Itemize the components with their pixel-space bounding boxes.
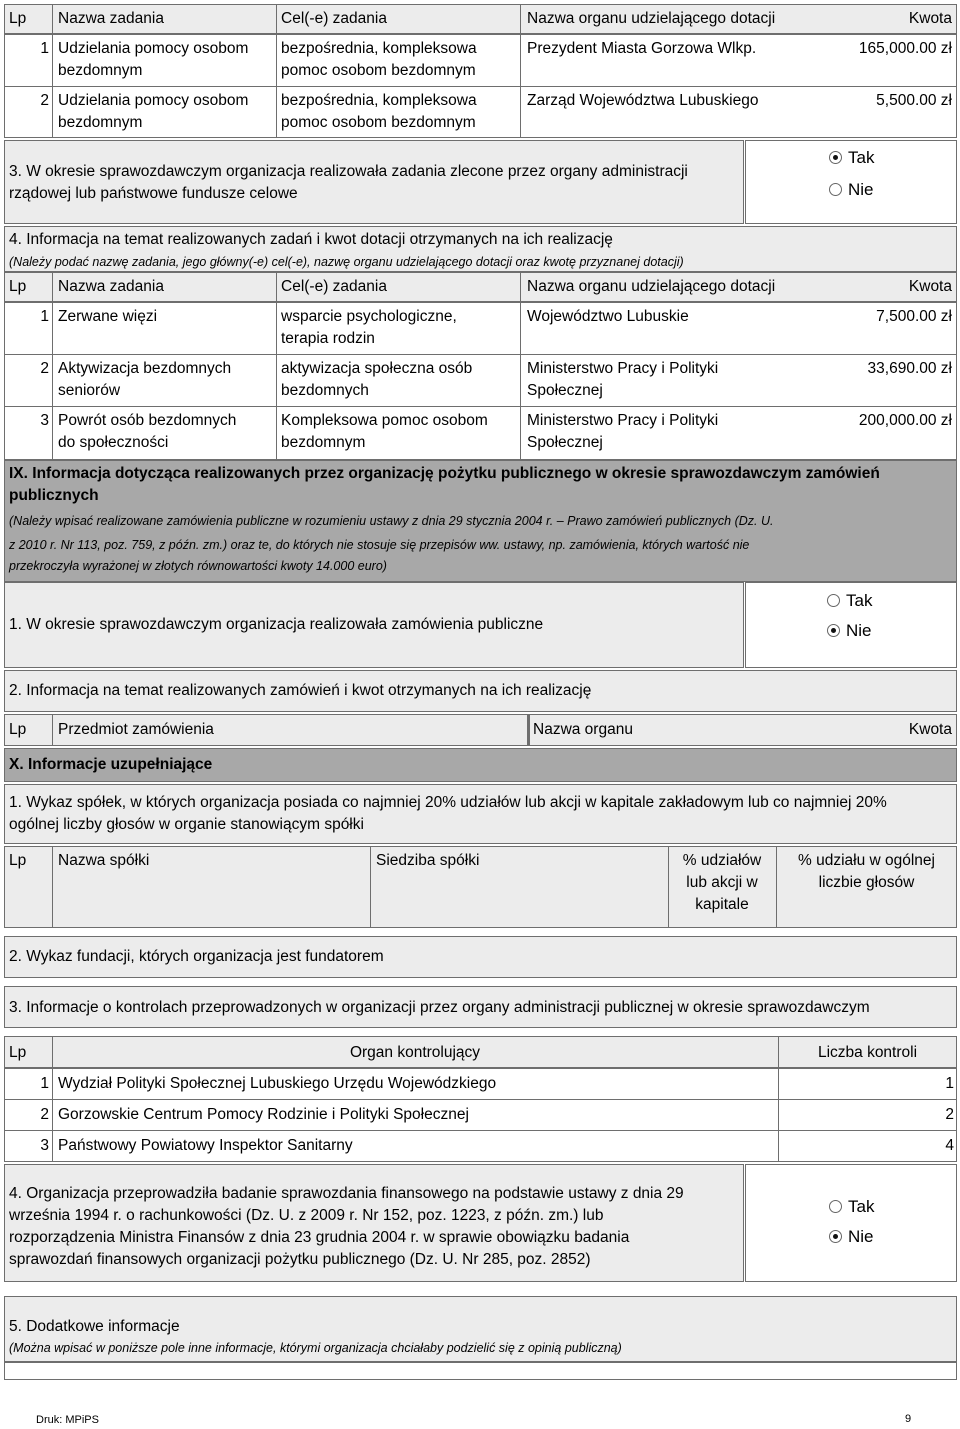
x-controls-header-organ: Organ kontrolujący bbox=[349, 1044, 481, 1061]
x-companies-header-lp: Lp bbox=[9, 852, 27, 869]
ix-header-amount: Kwota bbox=[908, 721, 952, 738]
radio-checked-icon bbox=[827, 624, 840, 637]
row-lp: 2 bbox=[40, 360, 49, 377]
x-q4-radio-yes[interactable]: Tak bbox=[829, 1196, 874, 1218]
ix-q1-radio-no[interactable]: Nie bbox=[827, 620, 872, 642]
x-controls-header-count: Liczba kontroli bbox=[817, 1044, 918, 1061]
section-ix-title: IX. Informacja dotycząca realizowanych przez organizację pożytku publicznego w okresie sprawozdawczym zamówień bbox=[9, 465, 880, 482]
x-q1-line2: ogólnej liczby głosów w organie stanowiącym spółki bbox=[9, 816, 364, 833]
row-organ: Województwo Lubuskie bbox=[527, 308, 689, 325]
row-organ-cont: Społecznej bbox=[527, 382, 603, 399]
x-companies-header-shares-cont2: kapitale bbox=[695, 896, 749, 913]
row-name-cont: bezdomnym bbox=[58, 114, 143, 131]
table1-header-lp: Lp bbox=[9, 10, 27, 27]
q4-title: 4. Informacja na temat realizowanych zadań i kwot dotacji otrzymanych na ich realizację bbox=[9, 231, 613, 248]
table1-header-name: Nazwa zadania bbox=[58, 10, 164, 27]
q3-question-line1: 3. W okresie sprawozdawczym organizacja realizowała zadania zlecone przez organy administracji bbox=[9, 163, 688, 180]
row-name: Udzielania pomocy osobom bbox=[58, 92, 249, 109]
row-goal: aktywizacja społeczna osób bbox=[281, 360, 473, 377]
row-lp: 2 bbox=[40, 92, 49, 109]
row-count: 2 bbox=[945, 1106, 954, 1123]
row-goal-cont: terapia rodzin bbox=[281, 330, 375, 347]
x-q4-line1: 4. Organizacja przeprowadziła badanie sprawozdania finansowego na podstawie ustawy z dnia 29 bbox=[9, 1185, 684, 1202]
row-goal: Kompleksowa pomoc osobom bbox=[281, 412, 488, 429]
row-name: Aktywizacja bezdomnych bbox=[58, 360, 232, 377]
row-goal-cont: pomoc osobom bezdomnym bbox=[281, 114, 476, 131]
x-q5-input[interactable] bbox=[4, 1362, 957, 1380]
row-organ: Ministerstwo Pracy i Polityki bbox=[527, 360, 719, 377]
footer-print-label: Druk: MPiPS bbox=[36, 1414, 99, 1426]
x-companies-header-seat: Siedziba spółki bbox=[376, 852, 480, 869]
section-ix-note-line1: (Należy wpisać realizowane zamówienia publiczne w rozumieniu ustawy z dnia 29 stycznia 2004 r. – Prawo zamówień publicznych (Dz. U. bbox=[9, 514, 774, 528]
row-organ: Prezydent Miasta Gorzowa Wlkp. bbox=[527, 40, 757, 57]
row-goal: bezpośrednia, kompleksowa bbox=[281, 40, 477, 57]
q4-header-amount: Kwota bbox=[908, 278, 952, 295]
x-companies-header-shares-cont: lub akcji w bbox=[686, 874, 758, 891]
section-ix-note-line2: z 2010 r. Nr 113, poz. 759, z późn. zm.) oraz te, do których nie stosuje się przepisów ww. ustawy, np. zamówienia, których wartość nie bbox=[9, 538, 750, 552]
table1-header-amount: Kwota bbox=[908, 10, 952, 27]
row-organ: Państwowy Powiatowy Inspektor Sanitarny bbox=[58, 1137, 353, 1154]
row-lp: 1 bbox=[40, 40, 49, 57]
row-organ-cont: Społecznej bbox=[527, 434, 603, 451]
table1-header-goal: Cel(-e) zadania bbox=[281, 10, 387, 27]
x-companies-header-votes-cont: liczbie głosów bbox=[818, 874, 915, 891]
ix-header-lp: Lp bbox=[9, 721, 27, 738]
x-companies-header-votes: % udziału w ogólnej bbox=[797, 852, 935, 869]
x-q3-question: 3. Informacje o kontrolach przeprowadzonych w organizacji przez organy administracji publicznej w okresie sprawozdawczym bbox=[9, 999, 870, 1016]
x-controls-header-lp: Lp bbox=[9, 1044, 27, 1061]
row-organ: Ministerstwo Pracy i Polityki bbox=[527, 412, 719, 429]
x-q4-line4: sprawozdań finansowych organizacji pożytku publicznego (Dz. U. Nr 285, poz. 2852) bbox=[9, 1251, 591, 1268]
q4-header-name: Nazwa zadania bbox=[58, 278, 164, 295]
radio-unchecked-icon bbox=[827, 594, 840, 607]
section-x-title: X. Informacje uzupełniające bbox=[9, 756, 213, 773]
x-q2-question: 2. Wykaz fundacji, których organizacja jest fundatorem bbox=[9, 948, 384, 965]
x-q5-title: 5. Dodatkowe informacje bbox=[9, 1318, 180, 1335]
row-name: Udzielania pomocy osobom bbox=[58, 40, 249, 57]
x-q5-note: (Można wpisać w poniższe pole inne informacje, którymi organizacja chciałaby podzielić się z opinią publiczną) bbox=[9, 1341, 622, 1355]
x-companies-header-name: Nazwa spółki bbox=[58, 852, 150, 869]
radio-checked-icon bbox=[829, 1230, 842, 1243]
row-lp: 1 bbox=[40, 1075, 49, 1092]
ix-q2-question: 2. Informacja na temat realizowanych zamówień i kwot otrzymanych na ich realizację bbox=[9, 682, 592, 699]
row-name: Powrót osób bezdomnych bbox=[58, 412, 237, 429]
ix-header-subject: Przedmiot zamówienia bbox=[58, 721, 214, 738]
q4-header-lp: Lp bbox=[9, 278, 27, 295]
row-organ: Zarząd Województwa Lubuskiego bbox=[527, 92, 759, 109]
radio-unchecked-icon bbox=[829, 1200, 842, 1213]
row-amount: 7,500.00 zł bbox=[876, 308, 952, 325]
row-organ: Wydział Polityki Społecznej Lubuskiego Urzędu Wojewódzkiego bbox=[58, 1075, 497, 1092]
q3-question-line2: rządowej lub państwowe fundusze celowe bbox=[9, 185, 298, 202]
row-goal-cont: bezdomnym bbox=[281, 434, 366, 451]
row-lp: 3 bbox=[40, 412, 49, 429]
row-name-cont: bezdomnym bbox=[58, 62, 143, 79]
row-name-cont: seniorów bbox=[58, 382, 121, 399]
row-lp: 2 bbox=[40, 1106, 49, 1123]
q3-radio-no[interactable]: Nie bbox=[829, 179, 874, 201]
row-organ: Gorzowskie Centrum Pomocy Rodzinie i Polityki Społecznej bbox=[58, 1106, 469, 1123]
row-lp: 3 bbox=[40, 1137, 49, 1154]
radio-unchecked-icon bbox=[829, 183, 842, 196]
table1-header-organ: Nazwa organu udzielającego dotacji bbox=[527, 10, 776, 27]
x-q1-line1: 1. Wykaz spółek, w których organizacja posiada co najmniej 20% udziałów lub akcji w kapitale zakładowym lub co najmniej 20% bbox=[9, 794, 887, 811]
q3-radio-yes[interactable]: Tak bbox=[829, 147, 874, 169]
row-goal: bezpośrednia, kompleksowa bbox=[281, 92, 477, 109]
row-goal-cont: pomoc osobom bezdomnym bbox=[281, 62, 476, 79]
x-q4-line2: września 1994 r. o rachunkowości (Dz. U. z 2009 r. Nr 152, poz. 1223, z późn. zm.) lub bbox=[9, 1207, 604, 1224]
q4-header-goal: Cel(-e) zadania bbox=[281, 278, 387, 295]
row-amount: 200,000.00 zł bbox=[858, 412, 952, 429]
row-count: 4 bbox=[945, 1137, 954, 1154]
row-goal-cont: bezdomnych bbox=[281, 382, 369, 399]
section-ix-note-line3: przekroczyła wyrażonej w złotych równowartości kwoty 14.000 euro) bbox=[9, 559, 387, 573]
q4-header-organ: Nazwa organu udzielającego dotacji bbox=[527, 278, 776, 295]
ix-q1-radio-yes[interactable]: Tak bbox=[827, 590, 872, 612]
ix-q1-question: 1. W okresie sprawozdawczym organizacja realizowała zamówienia publiczne bbox=[9, 616, 544, 633]
x-q4-radio-no[interactable]: Nie bbox=[829, 1226, 874, 1248]
row-amount: 5,500.00 zł bbox=[876, 92, 952, 109]
radio-checked-icon bbox=[829, 151, 842, 164]
row-count: 1 bbox=[945, 1075, 954, 1092]
row-amount: 33,690.00 zł bbox=[867, 360, 952, 377]
ix-header-organ: Nazwa organu bbox=[533, 721, 633, 738]
x-q4-line3: rozporządzenia Ministra Finansów z dnia 23 grudnia 2004 r. w sprawie obowiązku badania bbox=[9, 1229, 630, 1246]
row-goal: wsparcie psychologiczne, bbox=[281, 308, 457, 325]
row-name-cont: do społeczności bbox=[58, 434, 169, 451]
x-q4-answer-box bbox=[745, 1164, 957, 1282]
section-ix-title-cont: publicznych bbox=[9, 487, 99, 504]
row-name: Zerwane więzi bbox=[58, 308, 158, 325]
row-amount: 165,000.00 zł bbox=[858, 40, 952, 57]
x-companies-header-shares: % udziałów bbox=[682, 852, 762, 869]
page-number: 9 bbox=[905, 1413, 912, 1425]
q4-note: (Należy podać nazwę zadania, jego główny(-e) cel(-e), nazwę organu udzielającego dotacji oraz kwotę przyznanej dotacji) bbox=[9, 255, 684, 269]
row-lp: 1 bbox=[40, 308, 49, 325]
